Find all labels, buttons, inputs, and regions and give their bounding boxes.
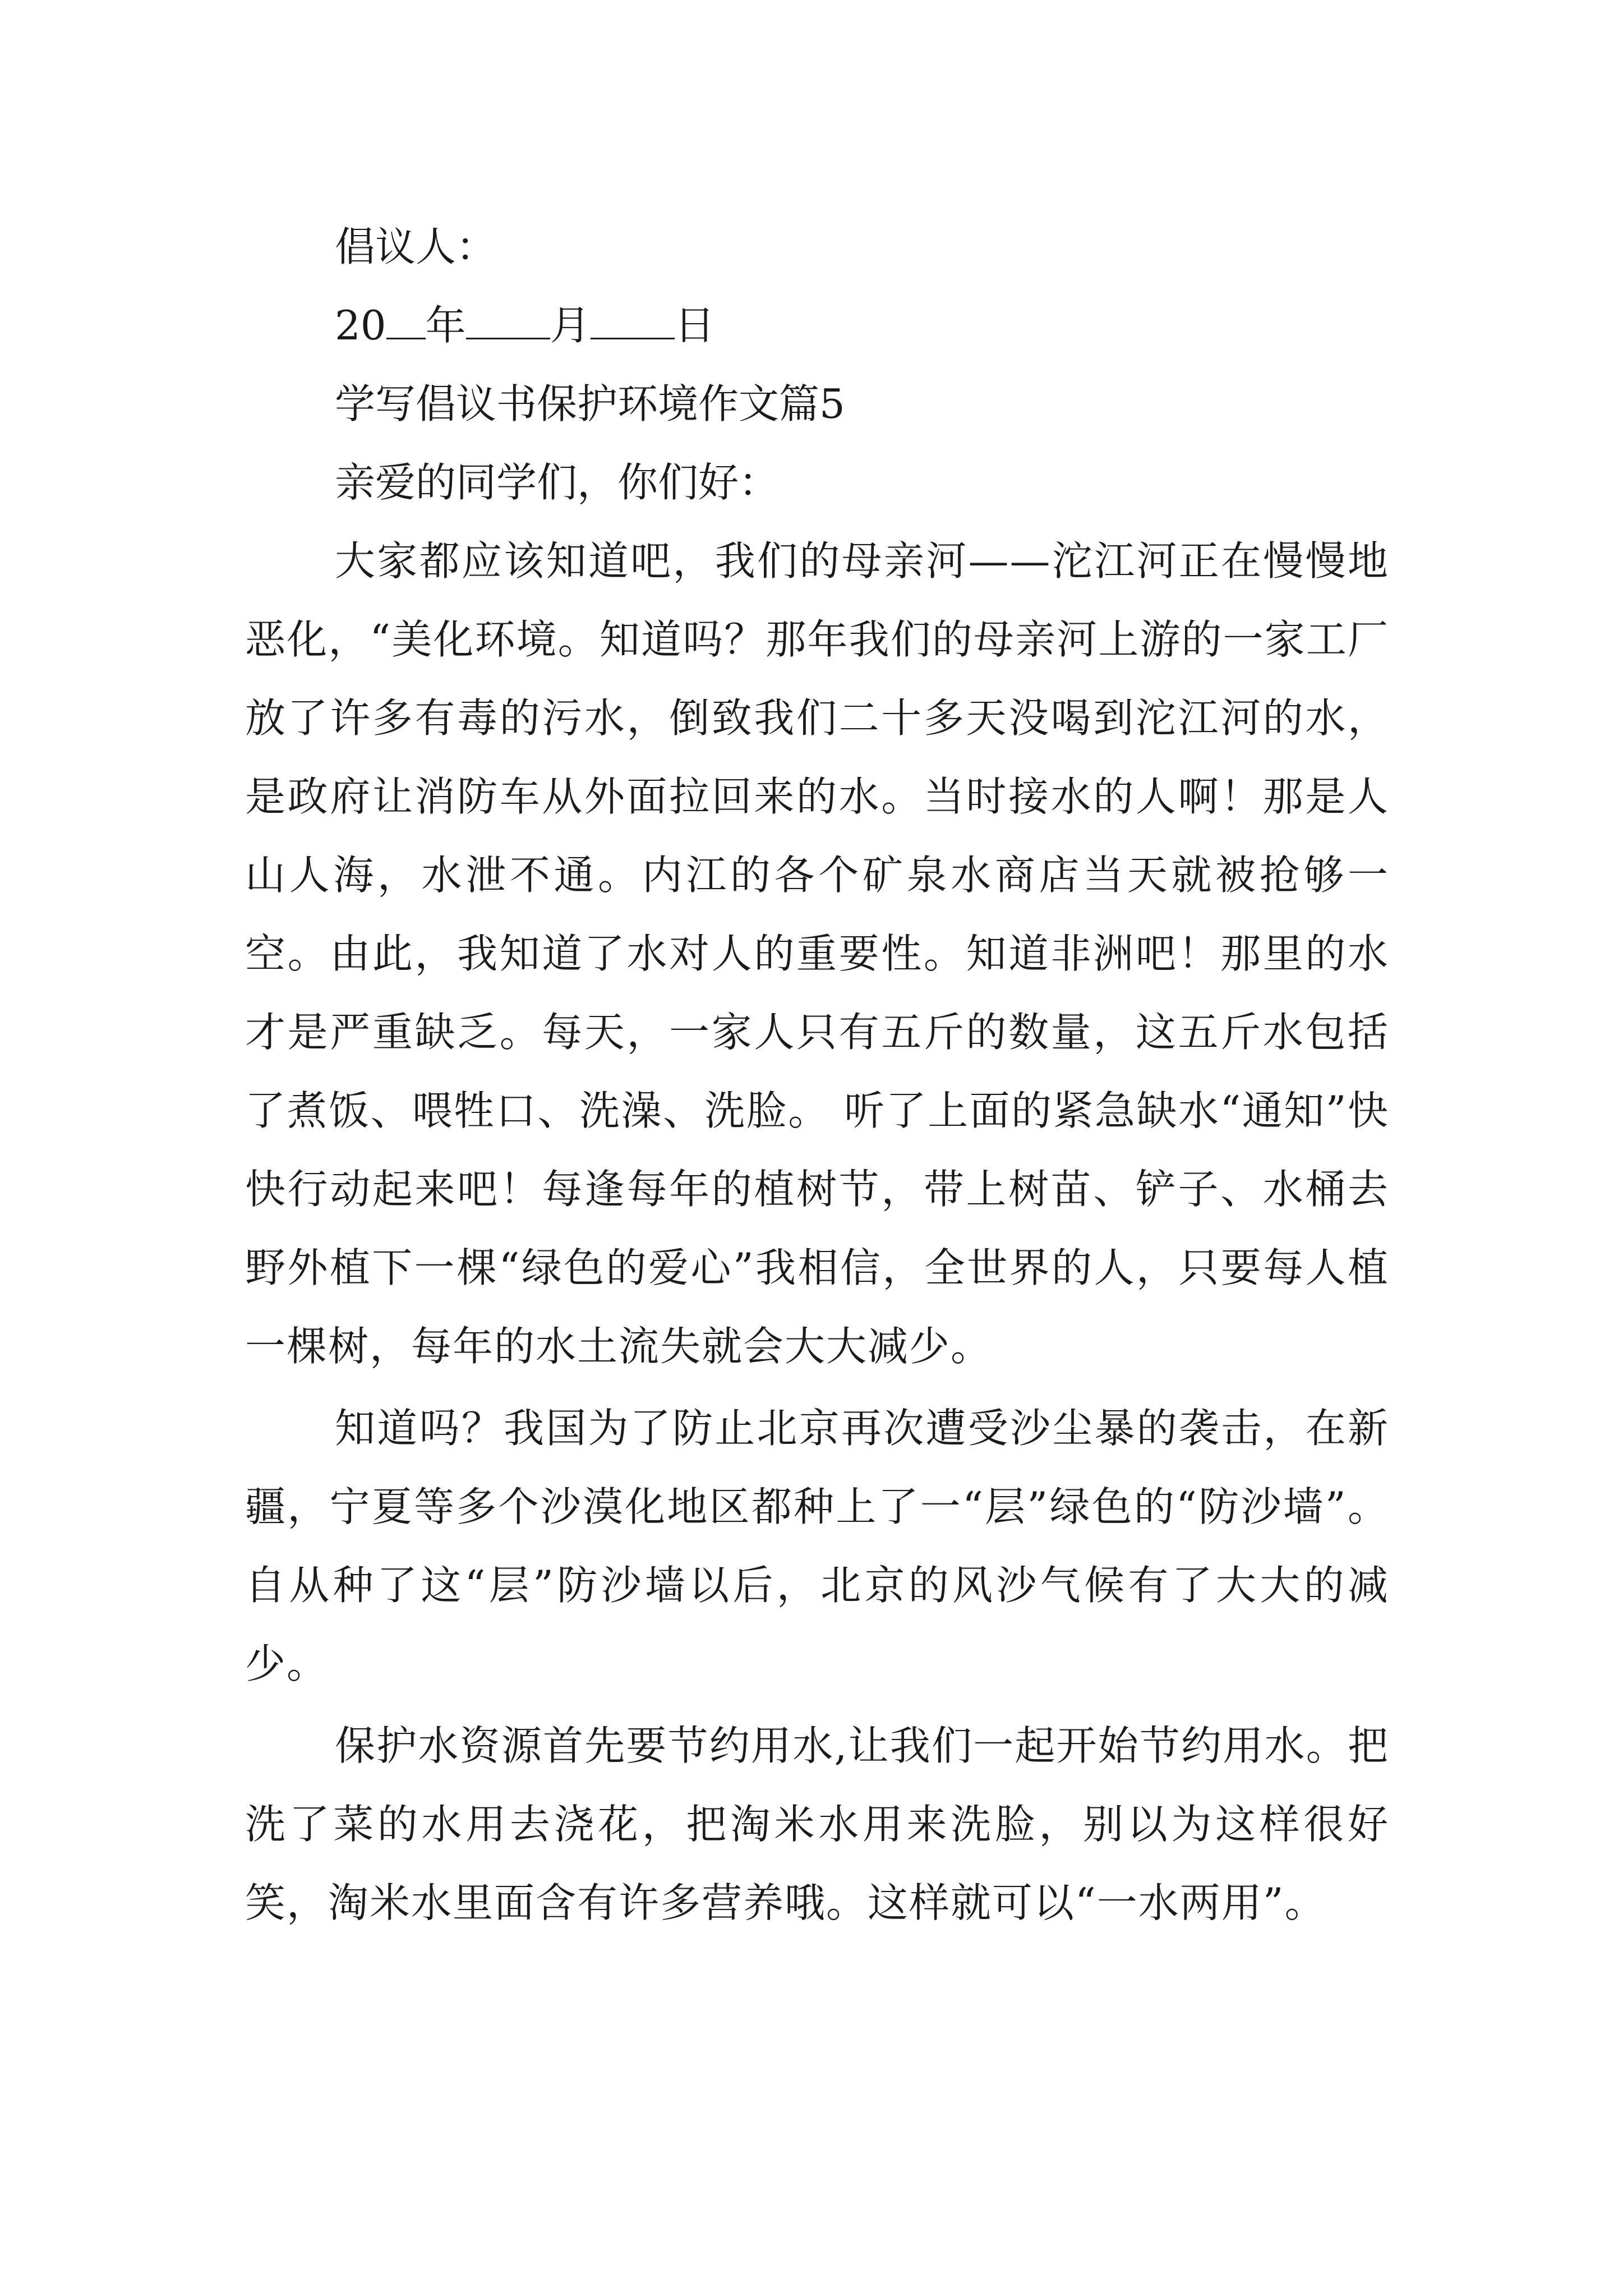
date-month-label: 月: [550, 302, 591, 349]
date-day-label: 日: [674, 302, 715, 349]
date-month-blank: [466, 293, 550, 339]
document-body: [245, 208, 1389, 1945]
date-year-label: 年: [425, 302, 466, 349]
date-year-blank: [386, 293, 426, 339]
section-title: 学写倡议书保护环境作文篇5: [335, 380, 845, 427]
paragraph: 保护水资源首先要节约用水,让我们一起开始节约用水。把洗了菜的水用去浇花，把淘米水用来洗脸，别以为这样很好笑，淘米水里面含有许多营养哦。这样就可以“一水两用”。: [245, 1722, 1389, 1926]
signer-label: 倡议人：: [335, 223, 497, 270]
paragraph: 知道吗？我国为了防止北京再次遭受沙尘暴的袭击，在新疆，宁夏等多个沙漠化地区都种上了一“层”绿色的“防沙墙”。自从种了这“层”防沙墙以后，北京的风沙气候有了大大的减少。: [245, 1405, 1389, 1687]
date-line: [245, 286, 1389, 365]
paragraph: 大家都应该知道吧，我们的母亲河——沱江河正在慢慢地恶化，“美化环境。知道吗？那年我们的母亲河上游的一家工厂放了许多有毒的污水，倒致我们二十多天没喝到沱江河的水，是政府让消防车从外面拉回来的水。当时接水的人啊！那是人山人海，水泄不通。内江的各个矿泉水商店当天就被抢够一空。由此，我知道了水对人的重要性。知道非洲吧！那里的水才是严重缺乏。每天，一家人只有五斤的数量，这五斤水包括了煮饭、喂牲口、洗澡、洗脸。 听了上面的紧急缺水“通知”快快行动起来吧！每逢每年的植树节，带上树苗、铲子、水桶去野外植下一棵“绿色的爱心”我相信，全世界的人，只要每人植一棵树，每年的水土流失就会大大减少。: [245, 537, 1389, 1370]
date-year-prefix: 20: [335, 302, 386, 349]
greeting: 亲爱的同学们，你们好：: [335, 459, 780, 506]
date-day-blank: [591, 293, 675, 339]
